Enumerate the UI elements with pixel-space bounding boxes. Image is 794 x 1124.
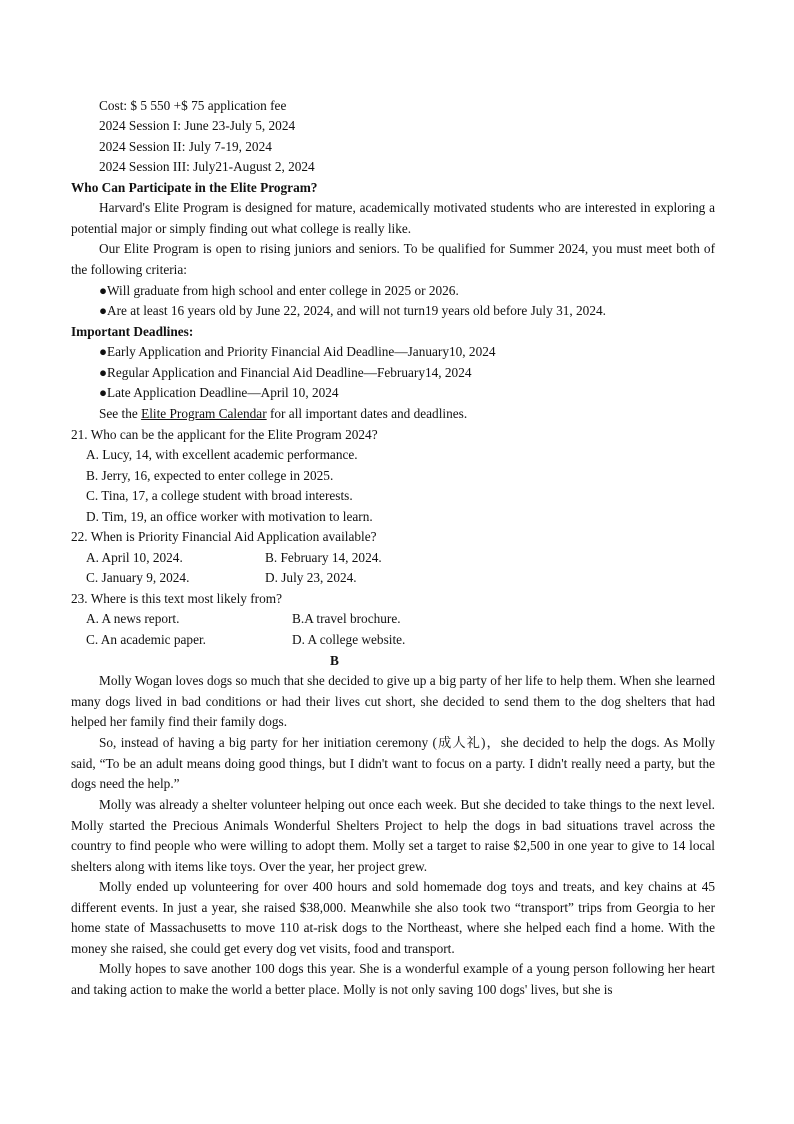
question-22-stem: 22. When is Priority Financial Aid Application available? [71, 529, 377, 544]
deadline-item-3: ●Late Application Deadline—April 10, 2024 [99, 385, 339, 400]
question-23-option-b: B.A travel brochure. [292, 611, 401, 626]
session-2: 2024 Session II: July 7-19, 2024 [99, 139, 272, 154]
question-21-option-b: B. Jerry, 16, expected to enter college in 2025. [86, 468, 334, 483]
criteria-item-1: ●Will graduate from high school and enter college in 2025 or 2026. [99, 283, 459, 298]
calendar-note [99, 406, 467, 422]
question-21-option-a: A. Lucy, 14, with excellent academic performance. [86, 447, 358, 462]
participate-paragraph-1: Harvard's Elite Program is designed for mature, academically motivated students who are interested in exploring a potential major or simply finding out what college is really like. [71, 200, 715, 236]
question-22-option-a: A. April 10, 2024. [86, 550, 183, 565]
participate-paragraph-2: Our Elite Program is open to rising juniors and seniors. To be qualified for Summer 2024, you must meet both of the following criteria: [71, 241, 715, 277]
question-21-option-d: D. Tim, 19, an office worker with motivation to learn. [86, 509, 373, 524]
calendar-note-suffix: for all important dates and deadlines. [266, 406, 468, 421]
question-21-stem: 21. Who can be the applicant for the Elite Program 2024? [71, 427, 378, 442]
deadline-item-2: ●Regular Application and Financial Aid Deadline—February14, 2024 [99, 365, 472, 380]
passage-paragraph-1: Molly Wogan loves dogs so much that she decided to give up a big party of her life to help them. When she learned many dogs lived in bad conditions or had their lives cut short, she decided to send them to the dog shelters that had helped her family find their family dogs. [71, 673, 715, 730]
session-3: 2024 Session III: July21-August 2, 2024 [99, 159, 315, 174]
question-21-option-c: C. Tina, 17, a college student with broad interests. [86, 488, 353, 503]
deadline-item-1: ●Early Application and Priority Financial Aid Deadline—January10, 2024 [99, 344, 496, 359]
session-1: 2024 Session I: June 23-July 5, 2024 [99, 118, 296, 133]
question-22-option-b: B. February 14, 2024. [265, 550, 382, 565]
question-22-option-d: D. July 23, 2024. [265, 570, 357, 585]
passage-paragraph-2: So, instead of having a big party for her initiation ceremony (成人礼)，she decided to help the dogs. As Molly said, “To be an adult means doing good things, but I didn't want to focus on a party. I didn't really need a party, but the dogs need the help.” [71, 735, 715, 792]
passage-paragraph-4: Molly ended up volunteering for over 400 hours and sold homemade dog toys and treats, and key chains at 45 different events. In just a year, she raised $38,000. Meanwhile she also took two “transport” trips from Georgia to her home state of Massachusetts to move 110 at-risk dogs to the Northeast, where she helped each find a home. With the money she raised, she could get every dog vet visits, food and transport. [71, 879, 715, 956]
question-22-option-c: C. January 9, 2024. [86, 570, 190, 585]
question-23-option-a: A. A news report. [86, 611, 180, 626]
section-b-label: B [330, 653, 339, 668]
criteria-item-2: ●Are at least 16 years old by June 22, 2024, and will not turn19 years old before July 31, 2024. [99, 303, 606, 318]
question-23-stem: 23. Where is this text most likely from? [71, 591, 282, 606]
passage-paragraph-3: Molly was already a shelter volunteer helping out once each week. But she decided to take things to the next level. Molly started the Precious Animals Wonderful Shelters Project to help the dogs in bad situations travel across the country to find people who were willing to adopt them. Molly set a target to raise $2,500 in one year to give to 14 local shelters along with items like toys. Over the year, her project grew. [71, 797, 715, 874]
question-23-option-c: C. An academic paper. [86, 632, 206, 647]
question-23-option-d: D. A college website. [292, 632, 406, 647]
passage-paragraph-5: Molly hopes to save another 100 dogs this year. She is a wonderful example of a young person following her heart and taking action to make the world a better place. Molly is not only saving 100 dogs' lives, but she is [71, 961, 715, 997]
cost-line: Cost: $ 5 550 +$ 75 application fee [99, 98, 287, 113]
elite-program-calendar-link[interactable]: Elite Program Calendar [141, 406, 267, 421]
participate-heading: Who Can Participate in the Elite Program? [71, 180, 318, 195]
calendar-note-prefix: See the [99, 406, 142, 421]
deadlines-heading: Important Deadlines: [71, 324, 194, 339]
